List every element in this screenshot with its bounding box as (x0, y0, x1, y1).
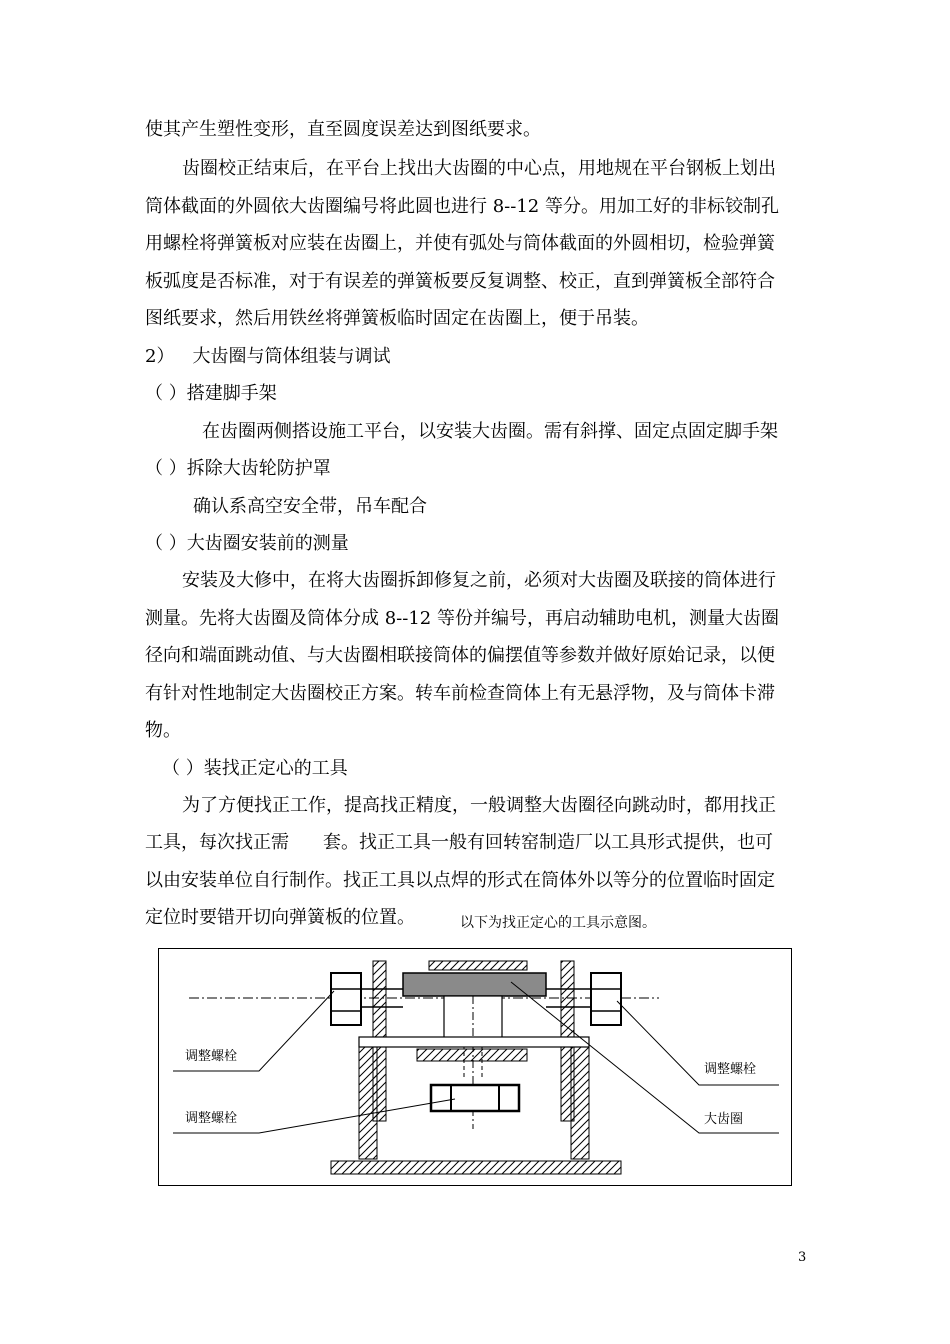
label-adjust-bolt-left-bottom: 调整螺栓 (185, 1111, 238, 1126)
leader-line (511, 982, 779, 1133)
left-adjust-bolt (331, 973, 361, 1025)
text-line (145, 831, 773, 855)
inner-plate (417, 1049, 527, 1061)
text-line: 以由安装单位自行制作。找正工具以点焊的形式在筒体外以等分的位置临时固定 (145, 870, 775, 891)
alignment-tool-diagram (158, 948, 792, 1186)
label-adjust-bolt-left-top: 调整螺栓 (185, 1049, 238, 1064)
text-line: 筒体截面的外圆依大齿圈编号将此圆也进行 8--12 等分。用加工好的非标铰制孔 (145, 196, 779, 217)
text-line: 使其产生塑性变形，直至圆度误差达到图纸要求。 (145, 119, 541, 140)
text-line: 安装及大修中，在将大齿圈拆卸修复之前，必须对大齿圈及联接的筒体进行 (182, 570, 776, 591)
text-line: 图纸要求，然后用铁丝将弹簧板临时固定在齿圈上，便于吊装。 (145, 308, 649, 329)
text-line: 齿圈校正结束后，在平台上找出大齿圈的中心点，用地规在平台钢板上划出 (182, 158, 776, 179)
top-block (429, 961, 527, 970)
text-line: 物。 (145, 720, 181, 741)
section-heading (145, 345, 390, 369)
text-line: 测量。先将大齿圈及筒体分成 8--12 等份并编号，再启动辅助电机，测量大齿圈 (145, 608, 779, 629)
text-line: 板弧度是否标准，对于有误差的弹簧板要反复调整、校正，直到弹簧板全部符合 (145, 271, 775, 292)
text-line: 用螺栓将弹簧板对应装在齿圈上，并使有弧处与筒体截面的外圆相切，检验弹簧 (145, 233, 775, 254)
text-line: 定位时要错开切向弹簧板的位置。 (145, 907, 415, 928)
diagram-drawing (159, 949, 793, 1187)
text-line: 径向和端面跳动值、与大齿圈相联接筒体的偏摆值等参数并做好原始记录，以便 (145, 645, 775, 666)
subheading: （ ）搭建脚手架 (145, 383, 277, 404)
subheading: （ ）装找正定心的工具 (162, 758, 348, 779)
text-fragment: 套。找正工具一般有回转窑制造厂以工具形式提供，也可 (323, 832, 773, 853)
text-line: 为了方便找正工作，提高找正精度，一般调整大齿圈径向跳动时，都用找正 (182, 795, 776, 816)
text-line: 在齿圈两侧搭设施工平台，以安装大齿圈。需有斜撑、固定点固定脚手架 (202, 421, 778, 442)
section-title: 大齿圈与筒体组装与调试 (192, 346, 391, 367)
figure-caption: 以下为找正定心的工具示意图。 (460, 915, 656, 931)
base-plate (331, 1161, 621, 1174)
text-line: 有针对性地制定大齿圈校正方案。转车前检查筒体上有无悬浮物，及与筒体卡滞 (145, 683, 775, 704)
text-fragment: 工具，每次找正需 (145, 832, 289, 853)
frame-right-wall (571, 1047, 589, 1159)
frame-left-wall (359, 1047, 377, 1159)
frame-top (359, 1037, 589, 1047)
subheading: （ ）拆除大齿轮防护罩 (145, 458, 331, 479)
subheading: （ ）大齿圈安装前的测量 (145, 533, 349, 554)
label-adjust-bolt-right: 调整螺栓 (704, 1062, 757, 1077)
label-gear-ring: 大齿圈 (704, 1112, 744, 1127)
page-number: 3 (798, 1250, 807, 1265)
lower-adjust-bolt (431, 1085, 519, 1111)
text-line: 确认系高空安全带，吊车配合 (193, 496, 427, 517)
right-adjust-bolt (591, 973, 621, 1025)
section-number: 2） (145, 346, 175, 367)
